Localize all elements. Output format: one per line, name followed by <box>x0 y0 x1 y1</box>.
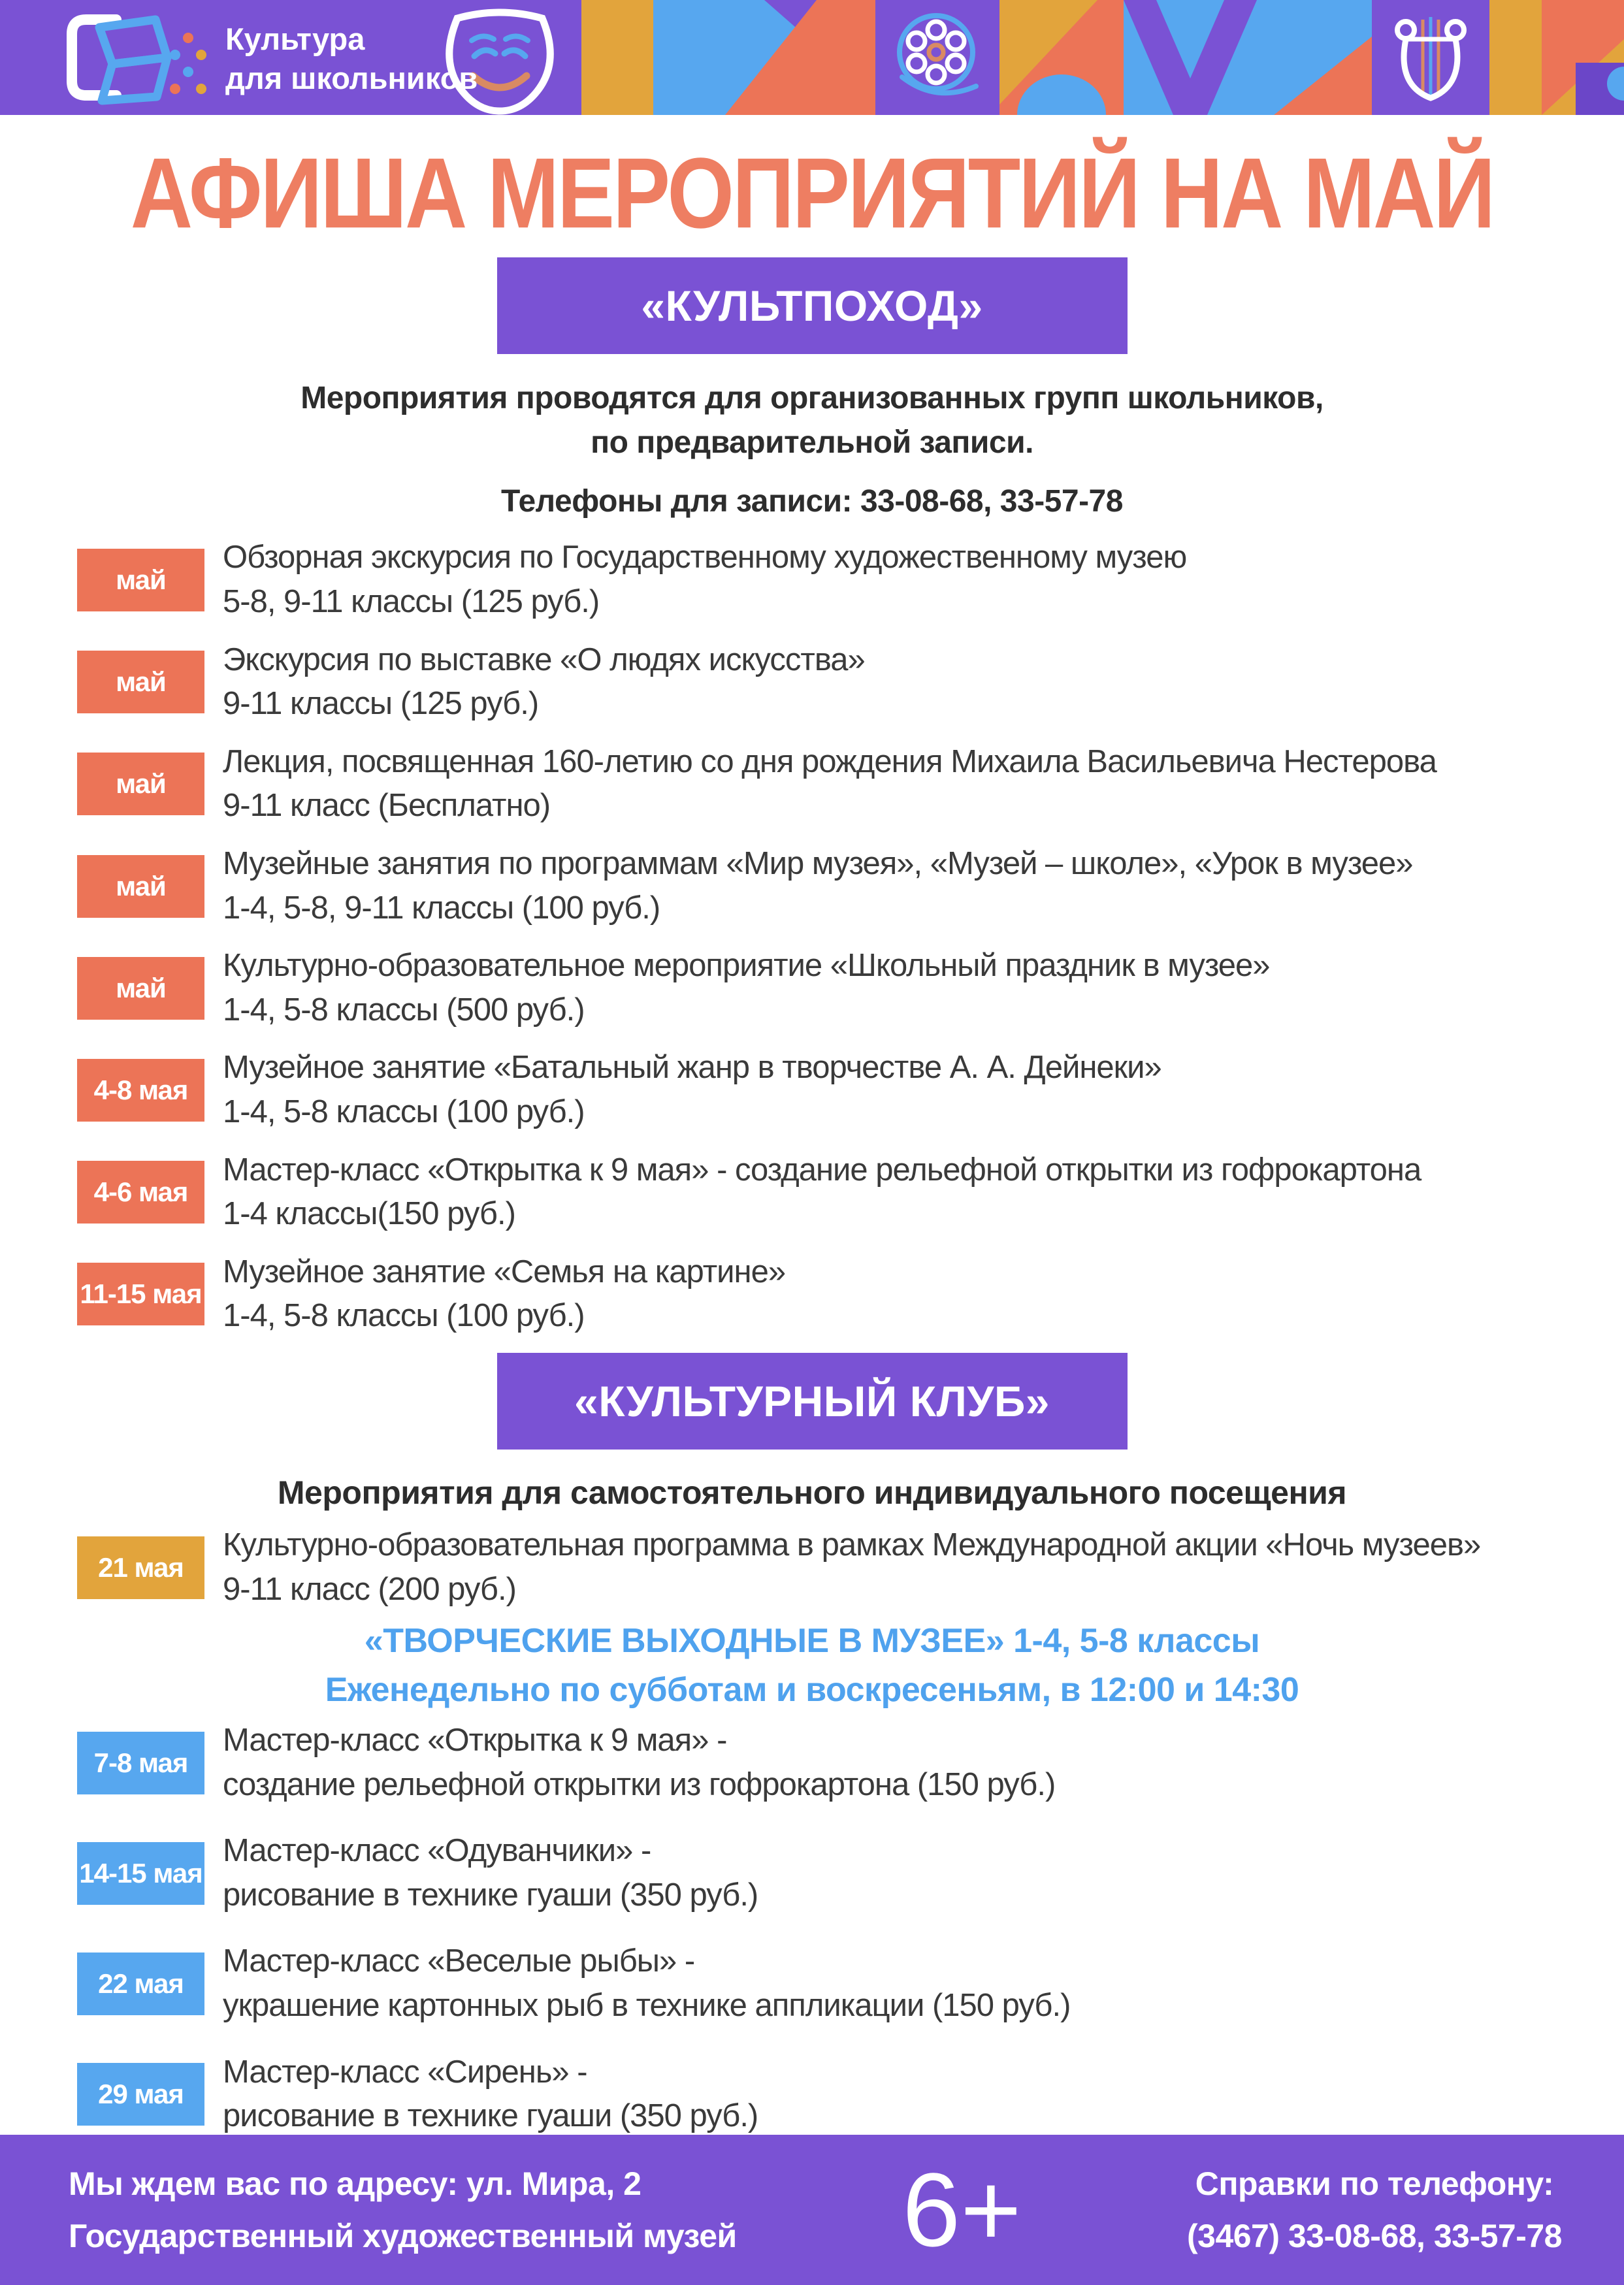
age-rating-badge: 6+ <box>902 2151 1022 2268</box>
event-date-badge: 29 мая <box>77 2063 204 2126</box>
event-title: Музейное занятие «Семья на картине» <box>223 1254 786 1289</box>
intro-text <box>0 376 1624 524</box>
intro-phones: Телефоны для записи: 33-08-68, 33-57-78 <box>501 484 1123 519</box>
kultpohod-events <box>0 536 1624 1338</box>
event-description <box>223 1719 1055 1807</box>
event-title: Экскурсия по выставке «О людях искусства» <box>223 641 865 677</box>
weekend-heading-line1: «ТВОРЧЕСКИЕ ВЫХОДНЫЕ В МУЗЕЕ» 1-4, 5-8 классы <box>364 1622 1260 1661</box>
event-title: Культурно-образовательная программа в рамках Международной акции «Ночь музеев» <box>223 1527 1481 1563</box>
event-description <box>223 740 1437 828</box>
footer-phone-label: Справки по телефону: <box>1195 2165 1554 2202</box>
event-date-badge: 22 мая <box>77 1953 204 2015</box>
event-title: Мастер-класс «Одуванчики» - <box>223 1833 651 1869</box>
event-details: рисование в технике гуаши (350 руб.) <box>223 2098 758 2134</box>
event-description <box>223 944 1270 1032</box>
event-row <box>77 1148 1585 1237</box>
event-title: Мастер-класс «Сирень» - <box>223 2054 587 2090</box>
event-details: 1-4, 5-8 классы (100 руб.) <box>223 1298 585 1334</box>
event-details: 1-4, 5-8, 9-11 классы (100 руб.) <box>223 890 660 926</box>
event-date-badge: май <box>77 651 204 713</box>
weekend-heading <box>0 1617 1624 1715</box>
footer <box>0 2135 1624 2285</box>
event-row <box>77 740 1585 828</box>
event-title: Музейное занятие «Батальный жанр в творчестве А. А. Дейнеки» <box>223 1050 1161 1086</box>
event-description <box>223 1148 1421 1237</box>
intro-line1: Мероприятия проводятся для организованных групп школьников, <box>300 380 1324 415</box>
event-details: рисование в технике гуаши (350 руб.) <box>223 1877 758 1913</box>
header-banner <box>0 0 1624 115</box>
event-row <box>77 2050 1585 2139</box>
weekend-events <box>0 1719 1624 2139</box>
event-row <box>77 1829 1585 1917</box>
event-description <box>223 638 865 726</box>
footer-address <box>69 2158 737 2262</box>
event-details: 9-11 класс (Бесплатно) <box>223 788 551 824</box>
event-details: создание рельефной открытки из гофрокартона (150 руб.) <box>223 1766 1056 1802</box>
footer-phone <box>1187 2158 1562 2262</box>
section-badge-kultclub: «КУЛЬТУРНЫЙ КЛУБ» <box>497 1353 1128 1450</box>
event-date-badge: 4-8 мая <box>77 1059 204 1122</box>
event-row <box>77 1719 1585 1807</box>
event-details: украшение картонных рыб в технике аппликации (150 руб.) <box>223 1988 1071 2024</box>
event-date-badge: май <box>77 855 204 918</box>
event-row <box>77 1523 1585 1612</box>
event-date-badge: май <box>77 957 204 1020</box>
event-date-badge: 7-8 мая <box>77 1732 204 1794</box>
event-details: 5-8, 9-11 классы (125 руб.) <box>223 583 600 619</box>
event-details: 9-11 классы (125 руб.) <box>223 686 539 722</box>
event-date-badge: 11-15 мая <box>77 1263 204 1325</box>
event-details: 1-4, 5-8 классы (100 руб.) <box>223 1094 585 1129</box>
event-date-badge: май <box>77 753 204 815</box>
page-title: АФИША МЕРОПРИЯТИЙ НА МАЙ <box>130 137 1494 249</box>
logo-text <box>225 20 478 98</box>
event-row <box>77 944 1585 1032</box>
event-title: Музейные занятия по программам «Мир музея», «Музей – школе», «Урок в музее» <box>223 845 1413 881</box>
event-title: Культурно-образовательное мероприятие «Школьный праздник в музее» <box>223 948 1270 984</box>
event-description <box>223 2050 758 2139</box>
logo-line2: для школьников <box>225 61 478 96</box>
event-row <box>77 536 1585 624</box>
event-description <box>223 1523 1480 1612</box>
weekend-heading-line2: Еженедельно по субботам и воскресеньям, в 12:00 и 14:30 <box>325 1671 1299 1710</box>
event-description <box>223 1829 758 1917</box>
event-title: Мастер-класс «Открытка к 9 мая» - <box>223 1723 727 1758</box>
event-date-badge: 21 мая <box>77 1536 204 1599</box>
footer-address-line2: Государственный художественный музей <box>69 2218 737 2254</box>
event-description <box>223 1939 1070 2028</box>
event-row <box>77 842 1585 930</box>
event-title: Обзорная экскурсия по Государственному художественному музею <box>223 540 1187 575</box>
kultclub-subtitle: Мероприятия для самостоятельного индивидуального посещения <box>277 1474 1347 1512</box>
event-details: 9-11 класс (200 руб.) <box>223 1571 516 1607</box>
event-description <box>223 842 1413 930</box>
event-row <box>77 1250 1585 1338</box>
event-date-badge: 4-6 мая <box>77 1161 204 1224</box>
event-date-badge: май <box>77 549 204 611</box>
event-description <box>223 536 1186 624</box>
footer-address-line1: Мы ждем вас по адресу: ул. Мира, 2 <box>69 2165 641 2202</box>
event-date-badge: 14-15 мая <box>77 1842 204 1905</box>
intro-line2: по предварительной записи. <box>591 425 1033 460</box>
event-details: 1-4 классы(150 руб.) <box>223 1196 515 1232</box>
event-title: Мастер-класс «Веселые рыбы» - <box>223 1943 695 1979</box>
event-description <box>223 1250 785 1338</box>
event-title: Мастер-класс «Открытка к 9 мая» - создание рельефной открытки из гофрокартона <box>223 1152 1421 1188</box>
event-description <box>223 1046 1161 1134</box>
logo-line1: Культура <box>225 22 365 56</box>
footer-phone-numbers: (3467) 33-08-68, 33-57-78 <box>1186 2218 1562 2254</box>
event-title: Лекция, посвященная 160-летию со дня рождения Михаила Васильевича Нестерова <box>223 743 1437 779</box>
event-row <box>77 1046 1585 1134</box>
event-row <box>77 638 1585 726</box>
event-details: 1-4, 5-8 классы (500 руб.) <box>223 992 585 1028</box>
section-badge-kultpohod: «КУЛЬТПОХОД» <box>497 257 1128 354</box>
event-row <box>77 1939 1585 2028</box>
